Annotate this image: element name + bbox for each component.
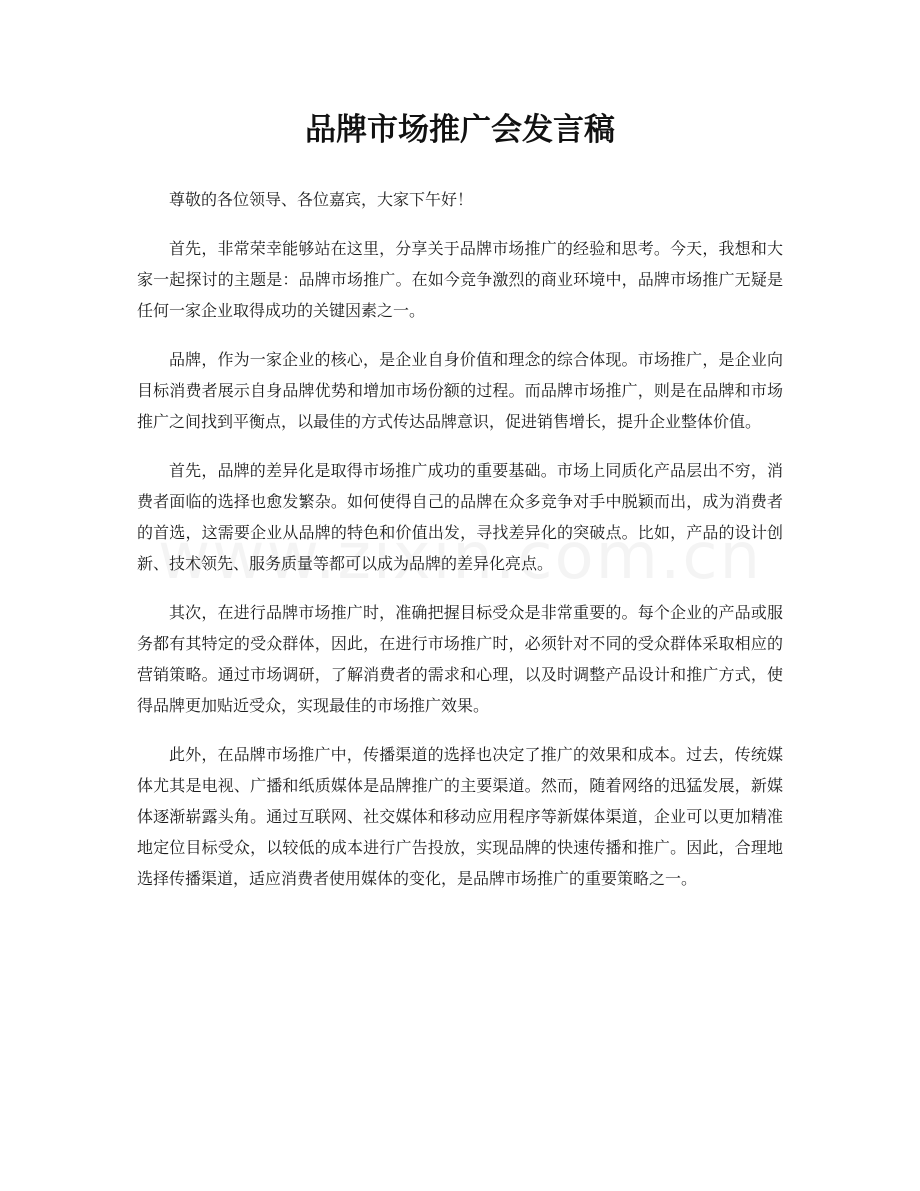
document-body: [137, 184, 783, 912]
paragraph-differentiation: 首先，品牌的差异化是取得市场推广成功的重要基础。市场上同质化产品层出不穷，消费者面临的选择也愈发繁杂。如何使得自己的品牌在众多竞争对手中脱颖而出，成为消费者的首选，这需要企业从品牌的特色和价值出发，寻找差异化的突破点。比如，产品的设计创新、技术领先、服务质量等都可以成为品牌的差异化亮点。: [137, 461, 783, 573]
paragraph-greeting: 尊敬的各位领导、各位嘉宾，大家下午好！: [169, 190, 474, 209]
document-title: 品牌市场推广会发言稿: [305, 112, 615, 148]
paragraph-brand-definition: 品牌，作为一家企业的核心，是企业自身价值和理念的综合体现。市场推广，是企业向目标消费者展示自身品牌优势和增加市场份额的过程。而品牌市场推广，则是在品牌和市场推广之间找到平衡点，以最佳的方式传达品牌意识，促进销售增长，提升企业整体价值。: [137, 350, 783, 431]
paragraph-channels: 此外，在品牌市场推广中，传播渠道的选择也决定了推广的效果和成本。过去，传统媒体尤其是电视、广播和纸质媒体是品牌推广的主要渠道。然而，随着网络的迅猛发展，新媒体逐渐崭露头角。通过互联网、社交媒体和移动应用程序等新媒体渠道，企业可以更加精准地定位目标受众，以较低的成本进行广告投放，实现品牌的快速传播和推广。因此，合理地选择传播渠道，适应消费者使用媒体的变化，是品牌市场推广的重要策略之一。: [137, 745, 783, 888]
paragraph-intro: 首先，非常荣幸能够站在这里，分享关于品牌市场推广的经验和思考。今天，我想和大家一起探讨的主题是：品牌市场推广。在如今竞争激烈的商业环境中，品牌市场推广无疑是任何一家企业取得成功的关键因素之一。: [137, 239, 783, 320]
paragraph-target-audience: 其次，在进行品牌市场推广时，准确把握目标受众是非常重要的。每个企业的产品或服务都有其特定的受众群体，因此，在进行市场推广时，必须针对不同的受众群体采取相应的营销策略。通过市场调研，了解消费者的需求和心理，以及时调整产品设计和推广方式，使得品牌更加贴近受众，实现最佳的市场推广效果。: [137, 603, 783, 715]
